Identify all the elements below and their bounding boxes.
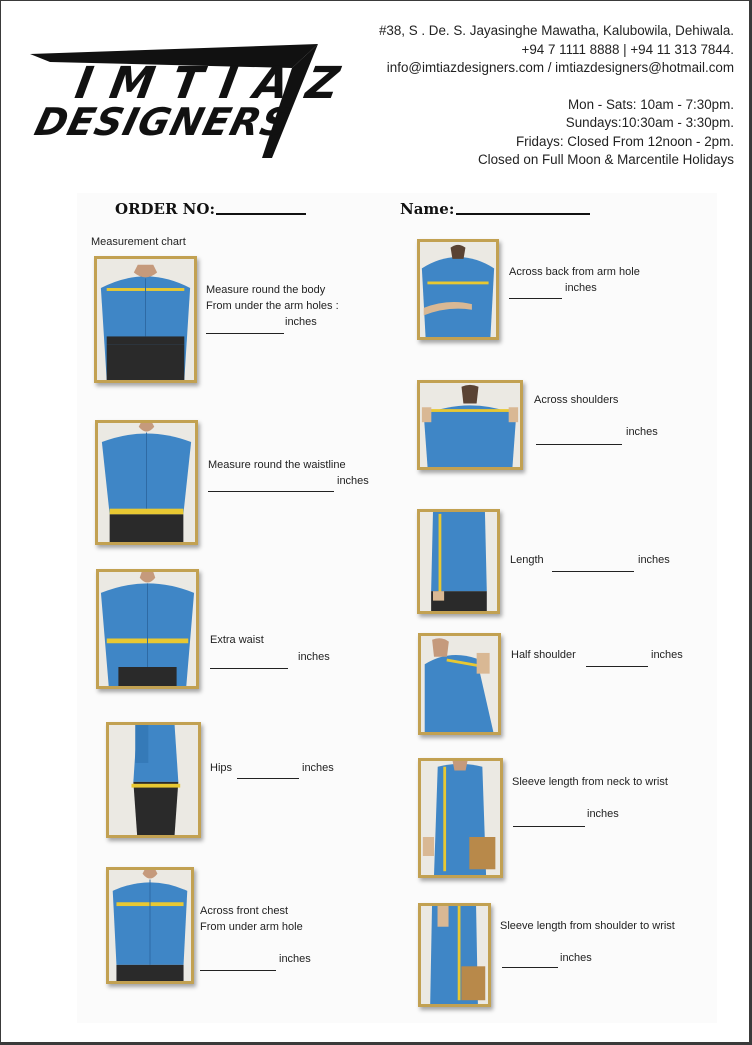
hours-friday: Fridays: Closed From 12noon - 2pm. [515,133,734,149]
hours-sunday: Sundays:10:30am - 3:30pm. [565,115,734,130]
hips-label: Hips [210,762,233,774]
hips-unit: inches [302,762,334,774]
waist-photo [95,420,198,545]
brand-name-line1: IMTIAZ [71,58,361,109]
extra-waist-unit: inches [298,651,330,663]
shoulders-input-line[interactable] [536,444,622,445]
holiday-notice: Closed on Full Moon & Marcentile Holidays [477,152,734,167]
shoulders-photo [417,380,523,470]
order-no-label: ORDER NO: [115,200,215,218]
front-chest-label-line1: Across front chest [200,905,289,917]
extra-waist-label: Extra waist [210,634,264,646]
phones: +94 7 1111 8888 | +94 11 313 7844. [521,41,734,57]
body-unit: inches [285,316,317,328]
front-chest-input-line[interactable] [200,970,276,971]
brand-name-line2: DESIGNERS [30,100,296,144]
sleeve-shoulder-input-line[interactable] [502,967,558,968]
half-shoulder-label: Half shoulder [511,649,576,661]
shoulders-label: Across shoulders [534,394,619,406]
length-input-line[interactable] [552,571,634,572]
extra-waist-photo [96,569,199,689]
back-input-line[interactable] [509,298,562,299]
waist-label: Measure round the waistline [208,459,346,471]
half-shoulder-unit: inches [651,649,683,661]
body-label-line1: Measure round the body [206,284,326,296]
back-label: Across back from arm hole [509,266,640,278]
sleeve-shoulder-photo [418,903,491,1007]
sleeve-shoulder-label: Sleeve length from shoulder to wrist [500,920,675,932]
sleeve-neck-label: Sleeve length from neck to wrist [512,776,668,788]
extra-waist-input-line[interactable] [210,668,288,669]
hours-weekdays: Mon - Sats: 10am - 7:30pm. [568,96,734,112]
body-input-line[interactable] [206,333,284,334]
back-photo [417,239,499,340]
waist-unit: inches [337,475,369,487]
length-label: Length [510,554,544,566]
hips-photo [106,722,201,838]
half-shoulder-input-line[interactable] [586,666,648,667]
shoulders-unit: inches [626,426,658,438]
back-unit: inches [565,282,597,294]
name-field[interactable] [456,213,590,215]
body-label-line2: From under the arm holes : [206,300,339,312]
front-chest-unit: inches [279,953,311,965]
waist-input-line[interactable] [208,491,334,492]
half-shoulder-photo [418,633,501,735]
body-photo [94,256,197,383]
sleeve-neck-input-line[interactable] [513,826,585,827]
brand-logo [30,40,361,160]
front-chest-label-line2: From under arm hole [200,921,303,933]
sleeve-shoulder-unit: inches [560,952,592,964]
order-no-field[interactable] [216,213,306,215]
sleeve-neck-photo [418,758,503,878]
address: #38, S . De. S. Jayasinghe Mawatha, Kalubowila, Dehiwala. [378,23,734,38]
contact-block [379,22,734,170]
name-label: Name: [400,200,455,218]
sleeve-neck-unit: inches [587,808,619,820]
emails: info@imtiazdesigners.com / imtiazdesigners@hotmail.com [386,60,734,75]
hips-input-line[interactable] [237,778,299,779]
chart-title: Measurement chart [91,236,186,248]
length-unit: inches [638,554,670,566]
front-chest-photo [106,867,194,984]
length-photo [417,509,500,614]
